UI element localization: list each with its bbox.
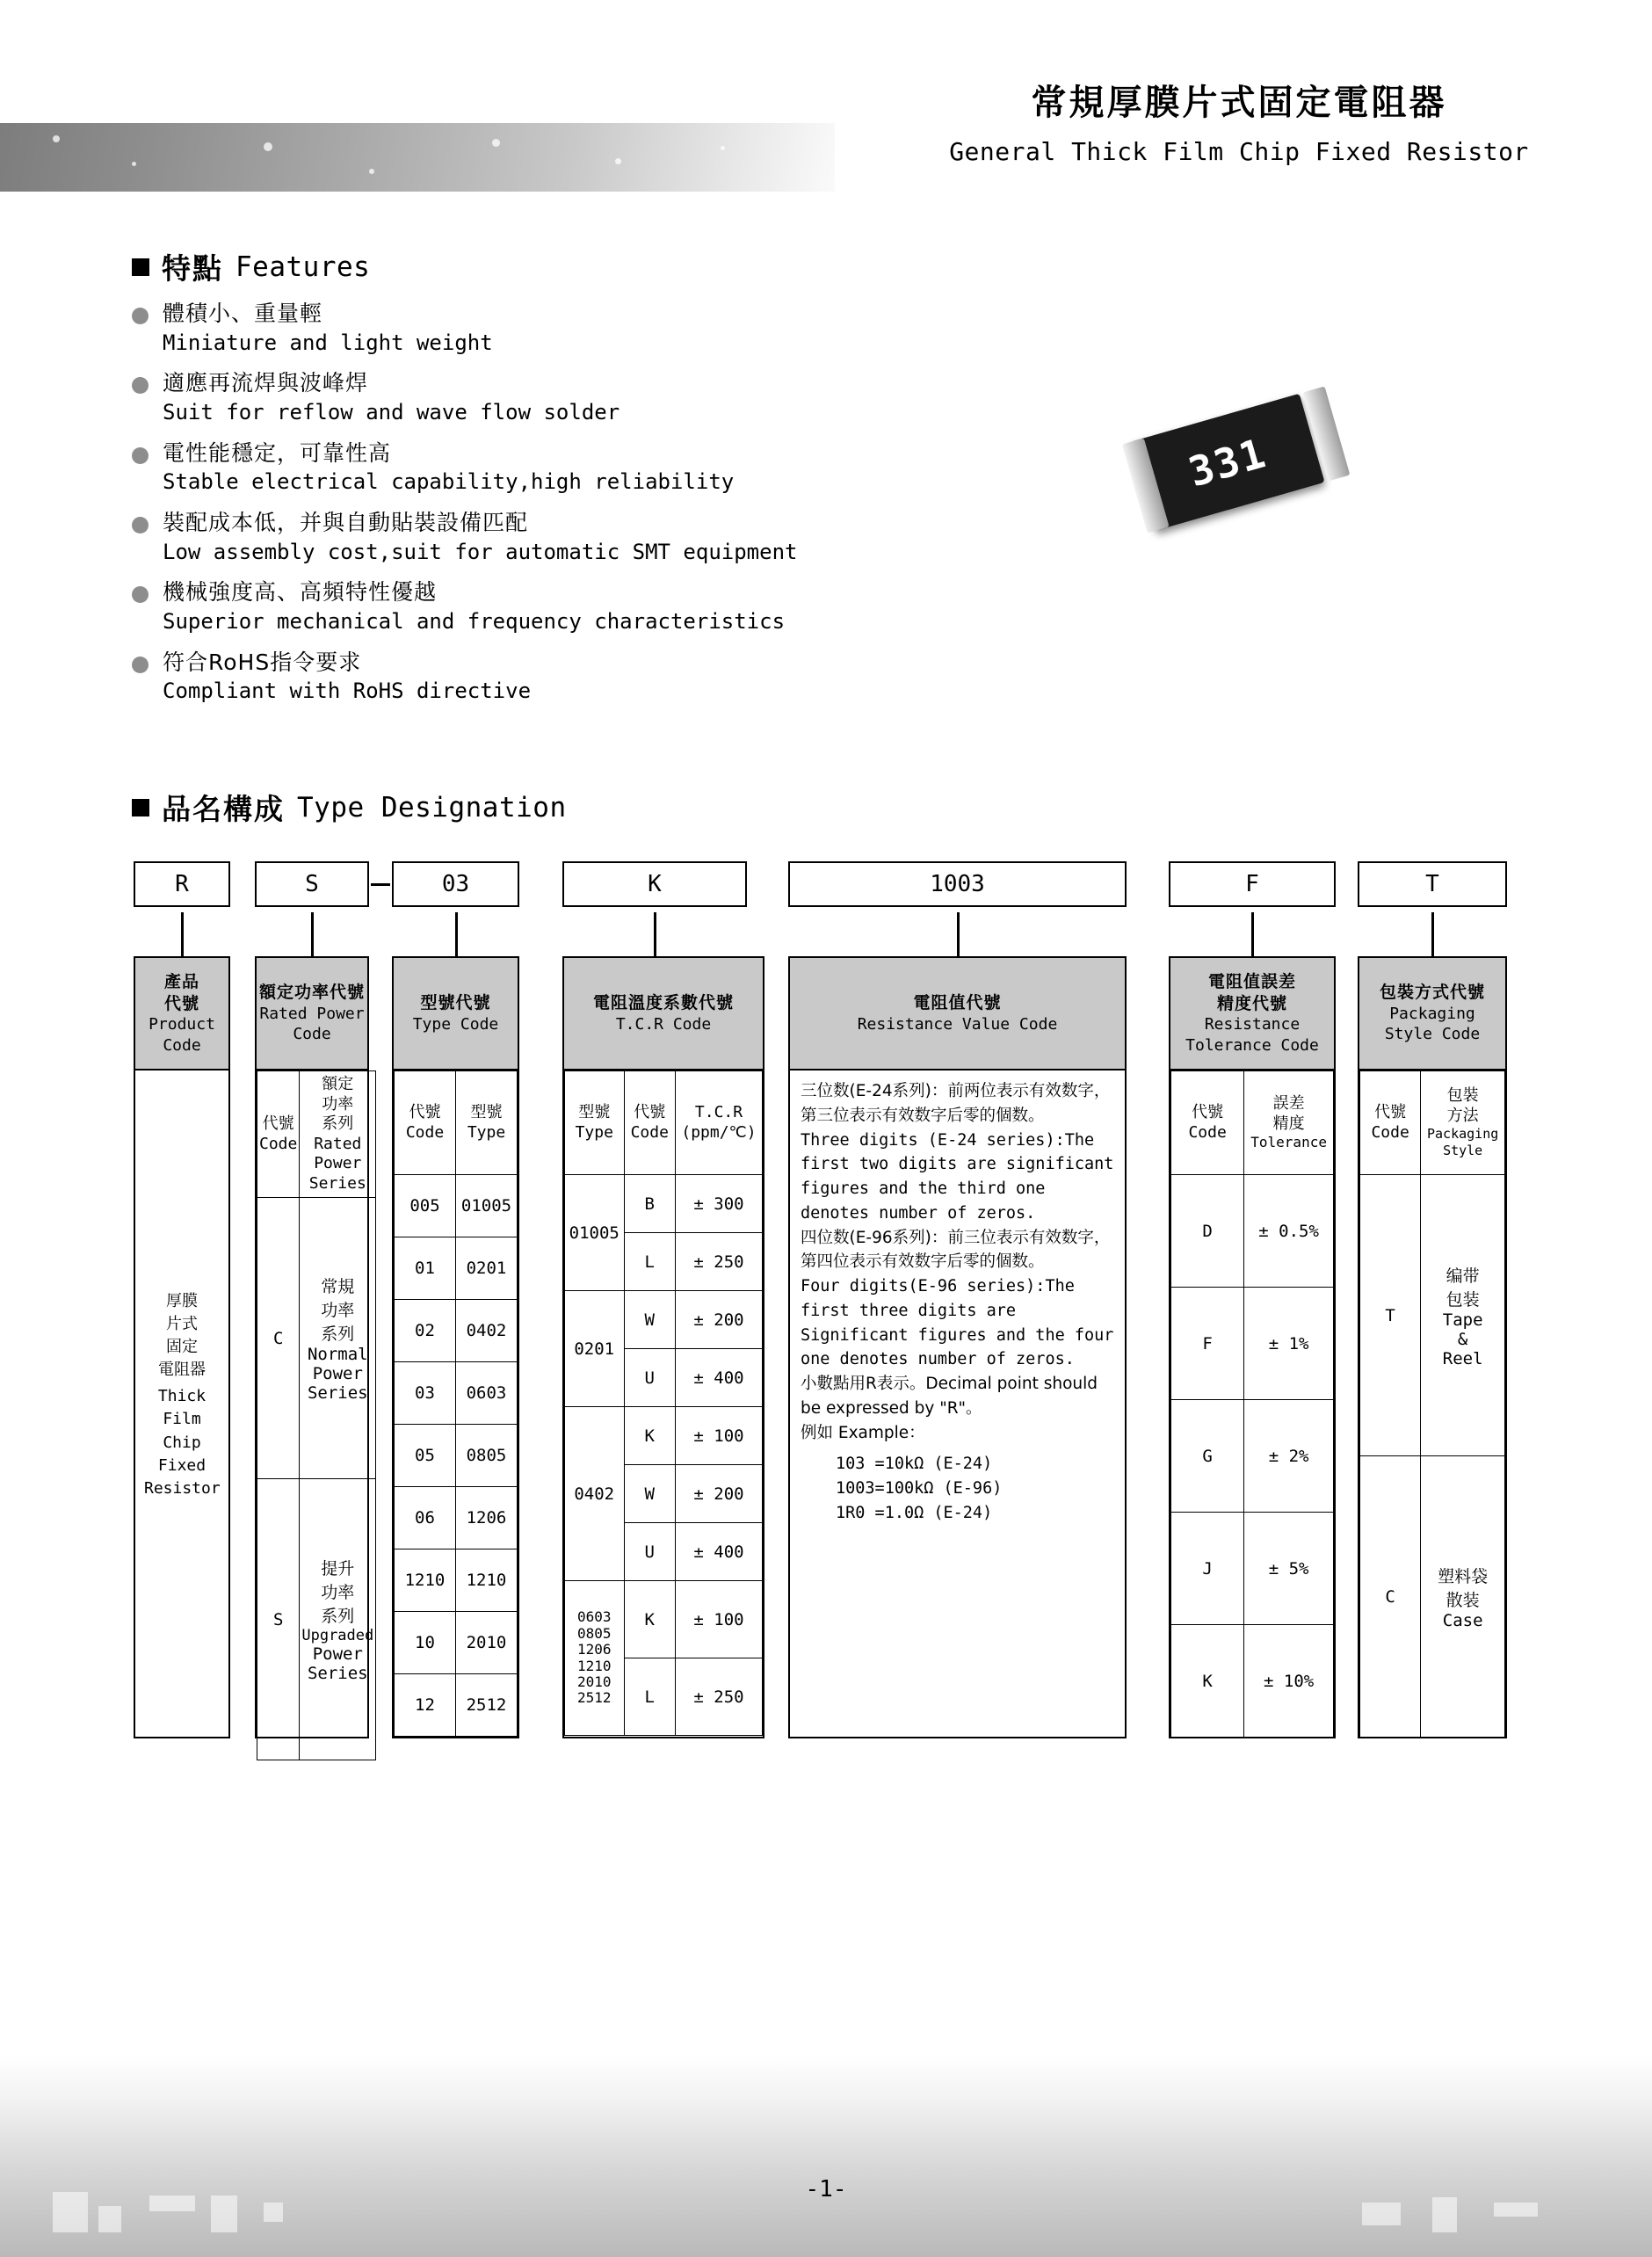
footer-decor-band xyxy=(0,2055,1652,2257)
type-code-type-4: 0805 xyxy=(456,1425,518,1487)
rated-power-row2-cn-3: 系列 xyxy=(321,1607,355,1626)
header-decor-band xyxy=(0,123,835,192)
tcr-g2-code-0: K xyxy=(624,1407,676,1465)
product-code-head-en-2: Code xyxy=(163,1035,201,1055)
packaging-head-en-1: Packaging xyxy=(1389,1004,1475,1023)
tcr-g2-val-0: ± 100 xyxy=(676,1407,763,1465)
packaging-col2-en-2: Style xyxy=(1443,1143,1483,1158)
feature-text-cn: 適應再流焊與波峰焊 xyxy=(163,370,369,396)
tcr-g1-code-0: W xyxy=(624,1291,676,1349)
product-body-en-4: Fixed xyxy=(157,1455,206,1475)
rated-power-row2-cn-2: 功率 xyxy=(321,1583,355,1602)
packaging-en-0-2: & xyxy=(1457,1329,1468,1349)
rated-power-col2-cn-1: 額定 xyxy=(322,1075,354,1093)
rv-para-5: 例如 Example： xyxy=(801,1423,925,1442)
type-code-col2-en: Type xyxy=(467,1122,506,1142)
resistance-value-head-en: Resistance Value Code xyxy=(857,1014,1058,1034)
rated-power-head-en-1: Rated Power xyxy=(259,1004,365,1023)
type-code-col1-en: Code xyxy=(405,1122,445,1142)
type-code-table xyxy=(394,1070,518,1737)
product-body-cn-1: 厚膜 xyxy=(166,1292,198,1310)
feature-text-en: Low assembly cost,suit for automatic SMT equipment xyxy=(163,539,798,564)
tcr-group-3-type xyxy=(565,1581,625,1736)
tolerance-col2-cn-2: 精度 xyxy=(1272,1114,1305,1133)
tcr-col1-cn: 型號 xyxy=(578,1103,611,1121)
rated-power-row1-en-1: Normal xyxy=(307,1345,368,1364)
type-code-type-8: 2512 xyxy=(456,1674,518,1737)
tcr-g0-val-0: ± 300 xyxy=(676,1175,763,1233)
list-item xyxy=(132,648,1011,707)
tcr-g2-code-2: U xyxy=(624,1523,676,1581)
tolerance-col2-cn-1: 誤差 xyxy=(1272,1094,1305,1113)
rv-para-4: 小數點用R表示。Decimal point should be expressed by "R"。 xyxy=(801,1375,1098,1418)
page-title-cn: 常規厚膜片式固定電阻器 xyxy=(1031,83,1447,123)
table-row xyxy=(257,1198,376,1479)
chip-marking-code: 331 xyxy=(1183,428,1272,496)
table-row xyxy=(395,1237,518,1300)
type-designation-section-heading xyxy=(132,787,567,828)
rated-power-col2-en-2: Power xyxy=(314,1154,362,1172)
product-body-cn-4: 電阻器 xyxy=(158,1361,206,1380)
type-code-col1-cn: 代號 xyxy=(409,1103,441,1121)
rated-power-row1-cn-3: 系列 xyxy=(321,1324,355,1344)
rated-power-table xyxy=(257,1070,376,1760)
tcr-group-1-type: 0201 xyxy=(565,1291,625,1407)
table-row xyxy=(395,1175,518,1237)
tolerance-head-cn-2: 精度代號 xyxy=(1216,993,1287,1013)
tcr-group-0-type: 01005 xyxy=(565,1175,625,1291)
rated-power-head-cn: 額定功率代號 xyxy=(258,983,365,1003)
table-row xyxy=(565,1407,763,1465)
type-code-head-cn: 型號代號 xyxy=(420,992,491,1012)
tcr-group-2-type: 0402 xyxy=(565,1407,625,1581)
tolerance-head-cn-1: 電阻值誤差 xyxy=(1207,971,1296,991)
type-code-code-6: 1210 xyxy=(395,1549,456,1612)
rated-power-row2-cn-1: 提升 xyxy=(321,1559,355,1578)
bullet-icon xyxy=(132,517,149,533)
tolerance-col1-cn: 代號 xyxy=(1192,1103,1224,1121)
type-designation-columns xyxy=(123,956,1564,1765)
column-tcr-code xyxy=(562,956,764,1738)
column-resistance-value-code xyxy=(788,956,1127,1738)
tcr-g3-type-1: 0805 xyxy=(576,1624,612,1642)
tolerance-value-2: ± 2% xyxy=(1244,1400,1334,1513)
tcr-g3-type-3: 1210 xyxy=(576,1657,612,1674)
bullet-icon xyxy=(132,657,149,673)
tcr-g3-type-5: 2512 xyxy=(576,1689,612,1707)
code-box-packaging: T xyxy=(1358,861,1507,907)
rated-power-col2-cn-2: 功率 xyxy=(322,1094,354,1114)
tolerance-value-3: ± 5% xyxy=(1244,1513,1334,1625)
type-code-code-3: 03 xyxy=(395,1362,456,1425)
packaging-cn-1-1: 塑料袋 xyxy=(1438,1566,1489,1586)
tcr-col3-line2: (ppm/℃) xyxy=(681,1122,757,1142)
tolerance-code-2: G xyxy=(1171,1400,1244,1513)
product-body-en-1: Thick xyxy=(157,1387,206,1406)
packaging-code-1: C xyxy=(1360,1456,1421,1738)
rv-para-0: 三位数(E-24系列)：前两位表示有效数字，第三位表示有效数字后零的個数。 xyxy=(801,1082,1111,1125)
list-item xyxy=(132,368,1011,427)
rv-example-0: 103 =10kΩ (E-24) xyxy=(836,1455,993,1474)
type-code-code-4: 05 xyxy=(395,1425,456,1487)
rv-para-3: Four digits(E-96 series):The first three digits are Significant figures and the four one denotes number of zeros. xyxy=(801,1277,1114,1369)
type-code-type-6: 1210 xyxy=(456,1549,518,1612)
packaging-col2-cn-2: 方法 xyxy=(1446,1106,1479,1125)
packaging-table xyxy=(1359,1070,1505,1738)
tcr-head-cn: 電阻溫度系數代號 xyxy=(592,992,734,1012)
packaging-col1-en: Code xyxy=(1371,1122,1409,1142)
tcr-g1-code-1: U xyxy=(624,1349,676,1407)
table-row xyxy=(1171,1513,1334,1625)
column-rated-power-code xyxy=(255,956,374,1738)
type-code-head-en: Type Code xyxy=(412,1014,499,1034)
type-code-code-2: 02 xyxy=(395,1300,456,1362)
section-marker-icon xyxy=(132,799,149,816)
rated-power-row1-code: C xyxy=(257,1198,300,1479)
rated-power-col1-cn: 代號 xyxy=(262,1114,294,1133)
bullet-icon xyxy=(132,586,149,603)
feature-text-en: Suit for reflow and wave flow solder xyxy=(163,400,620,425)
packaging-en-1-1: Case xyxy=(1442,1610,1483,1630)
rated-power-row1-en-3: Series xyxy=(307,1383,368,1403)
tcr-col1-en: Type xyxy=(575,1122,613,1142)
type-designation-heading-cn: 品名構成 xyxy=(162,792,285,826)
rv-para-1: Three digits (E-24 series):The first two digits are significant figures and the third one denotes number of zeros. xyxy=(801,1130,1114,1223)
features-heading-en: Features xyxy=(235,250,371,283)
tolerance-col1-en: Code xyxy=(1188,1122,1227,1142)
table-row xyxy=(565,1175,763,1233)
product-body-en-3: Chip xyxy=(163,1433,201,1452)
type-designation-heading-en: Type Designation xyxy=(297,791,567,824)
type-code-col2-cn: 型號 xyxy=(470,1103,503,1121)
type-code-code-1: 01 xyxy=(395,1237,456,1300)
packaging-cn-0-1: 编带 xyxy=(1446,1266,1480,1286)
packaging-cn-1-2: 散装 xyxy=(1446,1590,1480,1610)
product-code-head-en-1: Product xyxy=(149,1015,215,1034)
tcr-g1-val-0: ± 200 xyxy=(676,1291,763,1349)
tolerance-code-1: F xyxy=(1171,1288,1244,1400)
section-marker-icon xyxy=(132,258,149,276)
type-code-type-2: 0402 xyxy=(456,1300,518,1362)
tolerance-value-1: ± 1% xyxy=(1244,1288,1334,1400)
type-code-code-0: 005 xyxy=(395,1175,456,1237)
rated-power-row2-en-2: Power xyxy=(312,1644,363,1664)
table-row xyxy=(395,1674,518,1737)
tolerance-code-0: D xyxy=(1171,1175,1244,1288)
tcr-g1-val-1: ± 400 xyxy=(676,1349,763,1407)
table-row xyxy=(1171,1400,1334,1513)
packaging-col2-cn-1: 包裝 xyxy=(1446,1086,1479,1106)
code-box-tolerance: F xyxy=(1169,861,1336,907)
feature-text-en: Compliant with RoHS directive xyxy=(163,679,532,704)
feature-text-cn: 體積小、重量輕 xyxy=(163,301,323,326)
page-title-en: General Thick Film Chip Fixed Resistor xyxy=(949,137,1529,166)
product-body-cn-2: 片式 xyxy=(166,1315,198,1334)
type-code-type-0: 01005 xyxy=(456,1175,518,1237)
rv-para-2: 四位数(E-96系列)：前三位表示有效数字，第四位表示有效数字后零的個数。 xyxy=(801,1228,1111,1272)
table-row xyxy=(395,1612,518,1674)
table-row xyxy=(395,1487,518,1549)
resistance-value-description xyxy=(790,1070,1125,1535)
features-section-heading xyxy=(132,246,370,287)
rated-power-row2-code: S xyxy=(257,1479,300,1760)
type-code-type-1: 0201 xyxy=(456,1237,518,1300)
list-item xyxy=(132,439,1011,497)
feature-text-en: Miniature and light weight xyxy=(163,330,493,355)
table-row xyxy=(565,1291,763,1349)
features-heading-cn: 特點 xyxy=(162,251,223,286)
rated-power-col2-cn-3: 系列 xyxy=(322,1114,354,1133)
column-product-code xyxy=(134,956,230,1738)
rated-power-row1-cn-1: 常規 xyxy=(321,1277,355,1296)
product-code-head-cn-2: 代號 xyxy=(163,993,199,1013)
packaging-cn-0-2: 包装 xyxy=(1446,1289,1480,1310)
rated-power-row1-en-2: Power xyxy=(312,1364,363,1383)
type-code-type-3: 0603 xyxy=(456,1362,518,1425)
tolerance-head-en-1: Resistance xyxy=(1204,1015,1301,1034)
packaging-head-en-2: Style Code xyxy=(1384,1025,1481,1044)
rated-power-row2-en-3: Series xyxy=(307,1664,368,1683)
code-box-rated-power: S xyxy=(255,861,369,907)
tcr-g3-val-1: ± 250 xyxy=(676,1658,763,1736)
tolerance-col2-en: Tolerance xyxy=(1250,1134,1327,1150)
tcr-g2-code-1: W xyxy=(624,1465,676,1523)
product-body-en-2: Film xyxy=(163,1410,201,1429)
connector-lines xyxy=(123,912,1564,956)
bullet-icon xyxy=(132,308,149,324)
code-box-product: R xyxy=(134,861,230,907)
feature-text-cn: 符合RoHS指令要求 xyxy=(163,649,362,675)
tcr-g0-code-1: L xyxy=(624,1233,676,1291)
table-row xyxy=(1171,1175,1334,1288)
bullet-icon xyxy=(132,447,149,464)
product-code-body xyxy=(135,1070,228,1513)
tcr-g3-type-4: 2010 xyxy=(576,1673,612,1690)
packaging-en-0-1: Tape xyxy=(1442,1310,1483,1330)
type-code-code-8: 12 xyxy=(395,1674,456,1737)
rv-example-2: 1R0 =1.0Ω (E-24) xyxy=(836,1503,993,1522)
rated-power-col2-en-1: Rated xyxy=(314,1134,362,1153)
type-code-type-5: 1206 xyxy=(456,1487,518,1549)
tcr-g3-code-0: K xyxy=(624,1581,676,1658)
tcr-table xyxy=(564,1070,763,1736)
type-designation-diagram xyxy=(123,861,1564,1765)
packaging-col2-en-1: Packaging xyxy=(1427,1126,1499,1143)
tcr-col2-cn: 代號 xyxy=(634,1103,666,1121)
list-item xyxy=(132,299,1011,358)
table-row xyxy=(1171,1288,1334,1400)
table-row xyxy=(1360,1456,1505,1738)
rated-power-head-en-2: Code xyxy=(293,1025,331,1044)
rated-power-row1-cn-2: 功率 xyxy=(321,1301,355,1320)
tcr-g3-type-0: 0603 xyxy=(576,1608,612,1626)
type-code-boxes-row xyxy=(123,861,1564,912)
code-box-resistance-value: 1003 xyxy=(788,861,1127,907)
type-code-code-5: 06 xyxy=(395,1487,456,1549)
table-row xyxy=(395,1300,518,1362)
tcr-g3-type-2: 1206 xyxy=(576,1641,612,1658)
code-box-tcr: K xyxy=(562,861,747,907)
tolerance-code-4: K xyxy=(1171,1625,1244,1738)
tcr-g2-val-1: ± 200 xyxy=(676,1465,763,1523)
table-row xyxy=(395,1549,518,1612)
packaging-head-cn: 包裝方式代號 xyxy=(1379,983,1485,1003)
rated-power-row2-en-1: Upgraded xyxy=(301,1627,374,1644)
resistance-value-head-cn: 電阻值代號 xyxy=(913,992,1002,1012)
table-row xyxy=(395,1425,518,1487)
bullet-icon xyxy=(132,377,149,394)
tcr-g0-code-0: B xyxy=(624,1175,676,1233)
packaging-col1-cn: 代號 xyxy=(1374,1103,1407,1121)
feature-text-en: Superior mechanical and frequency characteristics xyxy=(163,609,786,635)
feature-text-cn: 電性能穩定，可靠性高 xyxy=(163,439,392,466)
type-code-type-7: 2010 xyxy=(456,1612,518,1674)
tcr-col3-line1: T.C.R xyxy=(694,1103,743,1121)
table-row xyxy=(1360,1175,1505,1456)
tcr-g3-val-0: ± 100 xyxy=(676,1581,763,1658)
tolerance-head-en-2: Tolerance Code xyxy=(1185,1035,1319,1055)
packaging-en-0-3: Reel xyxy=(1442,1348,1483,1368)
column-tolerance-code xyxy=(1169,956,1336,1738)
page-header xyxy=(0,0,1652,229)
tolerance-table xyxy=(1170,1070,1334,1738)
rv-example-1: 1003=100kΩ (E-96) xyxy=(836,1479,1003,1498)
feature-text-en: Stable electrical capability,high reliability xyxy=(163,469,735,495)
features-list xyxy=(132,299,1011,717)
tcr-g3-code-1: L xyxy=(624,1658,676,1736)
table-row xyxy=(1171,1625,1334,1738)
product-body-cn-3: 固定 xyxy=(166,1338,198,1357)
column-packaging-style-code xyxy=(1358,956,1507,1738)
tcr-col2-en: Code xyxy=(630,1122,669,1142)
tolerance-value-4: ± 10% xyxy=(1244,1625,1334,1738)
rated-power-col2-en-3: Series xyxy=(308,1173,366,1193)
rated-power-col1-en: Code xyxy=(259,1134,298,1153)
tolerance-value-0: ± 0.5% xyxy=(1244,1175,1334,1288)
tolerance-code-3: J xyxy=(1171,1513,1244,1625)
tcr-head-en: T.C.R Code xyxy=(615,1014,712,1034)
column-type-code xyxy=(392,956,519,1738)
table-row xyxy=(395,1362,518,1425)
list-item xyxy=(132,508,1011,567)
page-number: -1- xyxy=(805,2176,847,2203)
feature-text-cn: 裝配成本低，并與自動貼裝設備匹配 xyxy=(163,510,529,536)
table-row xyxy=(565,1581,763,1658)
product-body-en-5: Resistor xyxy=(144,1478,221,1498)
table-row xyxy=(257,1479,376,1760)
tcr-g2-val-2: ± 400 xyxy=(676,1523,763,1581)
list-item xyxy=(132,577,1011,636)
code-dash xyxy=(371,883,390,886)
tcr-g0-val-1: ± 250 xyxy=(676,1233,763,1291)
feature-text-cn: 機械強度高、高頻特性優越 xyxy=(163,579,438,606)
code-box-type: 03 xyxy=(392,861,519,907)
chip-resistor-image xyxy=(1130,388,1347,552)
type-code-code-7: 10 xyxy=(395,1612,456,1674)
product-code-head-cn-1: 產品 xyxy=(163,971,199,991)
packaging-code-0: T xyxy=(1360,1175,1421,1456)
